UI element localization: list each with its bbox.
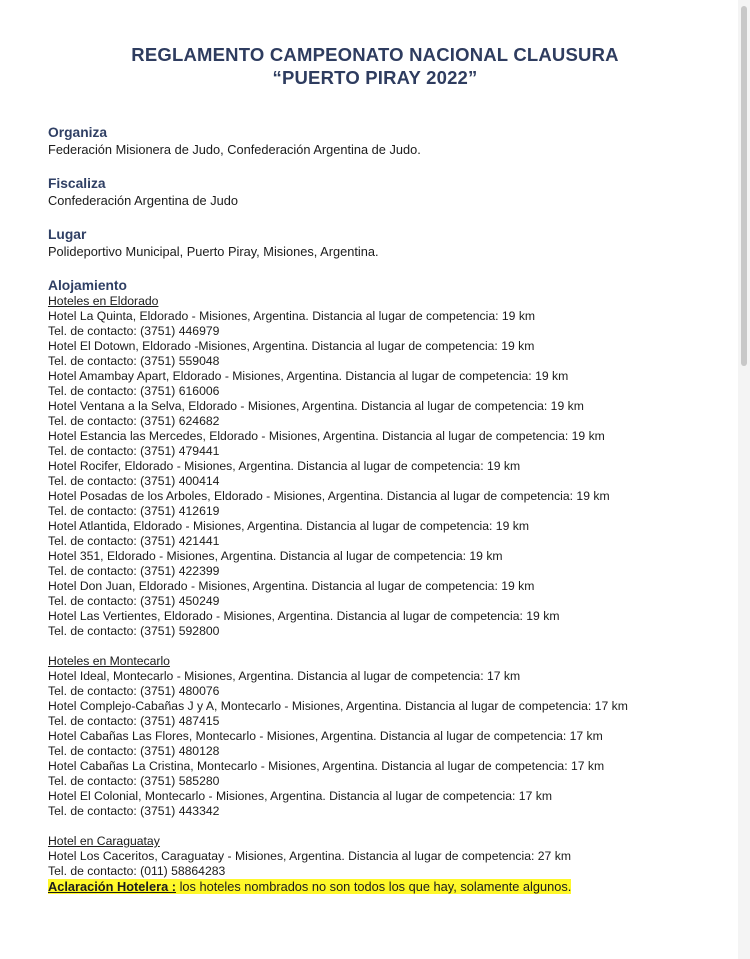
document-body	[48, 124, 728, 895]
hotel-entry: Hotel El Colonial, Montecarlo - Misiones, Argentina. Distancia al lugar de competencia: 17 km	[48, 789, 552, 803]
hotel-phone: Tel. de contacto: (3751) 585280	[48, 774, 220, 788]
hotel-entry: Hotel Las Vertientes, Eldorado - Misiones, Argentina. Distancia al lugar de competencia: 19 km	[48, 609, 560, 623]
hotel-entry: Hotel Cabañas La Cristina, Montecarlo - Misiones, Argentina. Distancia al lugar de competencia: 17 km	[48, 759, 605, 773]
lugar-text: Polideportivo Municipal, Puerto Piray, Misiones, Argentina.	[48, 244, 379, 259]
section-heading-fiscaliza: Fiscaliza	[48, 176, 106, 191]
hotel-group-title: Hoteles en Eldorado	[48, 294, 159, 308]
hotel-phone: Tel. de contacto: (3751) 450249	[48, 594, 220, 608]
hotel-phone: Tel. de contacto: (3751) 479441	[48, 444, 220, 458]
hotel-group-title: Hoteles en Montecarlo	[48, 654, 170, 668]
hotel-entry: Hotel Don Juan, Eldorado - Misiones, Argentina. Distancia al lugar de competencia: 19 km	[48, 579, 535, 593]
hotel-phone: Tel. de contacto: (011) 58864283	[48, 864, 226, 878]
scrollbar-thumb[interactable]	[741, 6, 747, 366]
hotel-group	[48, 834, 728, 879]
section-fiscaliza	[48, 175, 728, 209]
hotel-phone: Tel. de contacto: (3751) 480128	[48, 744, 220, 758]
hotel-phone: Tel. de contacto: (3751) 624682	[48, 414, 220, 428]
hotel-phone: Tel. de contacto: (3751) 400414	[48, 474, 220, 488]
hotel-phone: Tel. de contacto: (3751) 480076	[48, 684, 220, 698]
section-heading-alojamiento: Alojamiento	[48, 278, 127, 293]
hotel-phone: Tel. de contacto: (3751) 446979	[48, 324, 220, 338]
section-alojamiento	[48, 277, 728, 895]
hotel-entry: Hotel La Quinta, Eldorado - Misiones, Argentina. Distancia al lugar de competencia: 19 km	[48, 309, 536, 323]
fiscaliza-text: Confederación Argentina de Judo	[48, 193, 238, 208]
hotel-phone: Tel. de contacto: (3751) 559048	[48, 354, 220, 368]
organiza-text: Federación Misionera de Judo, Confederación Argentina de Judo.	[48, 142, 421, 157]
hotel-entry: Hotel Estancia las Mercedes, Eldorado - Misiones, Argentina. Distancia al lugar de competencia: 19 km	[48, 429, 605, 443]
hotel-entry: Hotel Los Caceritos, Caraguatay - Misiones, Argentina. Distancia al lugar de competencia: 27 km	[48, 849, 571, 863]
hotel-entry: Hotel El Dotown, Eldorado -Misiones, Argentina. Distancia al lugar de competencia: 19 km	[48, 339, 535, 353]
document-subtitle: “PUERTO PIRAY 2022”	[272, 67, 478, 88]
vertical-scrollbar[interactable]	[738, 0, 750, 959]
hotel-phone: Tel. de contacto: (3751) 421441	[48, 534, 220, 548]
section-heading-lugar: Lugar	[48, 227, 87, 242]
hotel-entry: Hotel Cabañas Las Flores, Montecarlo - Misiones, Argentina. Distancia al lugar de competencia: 17 km	[48, 729, 603, 743]
hotel-groups	[48, 294, 728, 879]
hotel-phone: Tel. de contacto: (3751) 412619	[48, 504, 220, 518]
hotel-note-label: Aclaración Hotelera :	[48, 879, 177, 894]
hotel-phone: Tel. de contacto: (3751) 422399	[48, 564, 220, 578]
hotel-group-title: Hotel en Caraguatay	[48, 834, 160, 848]
hotel-entry: Hotel Posadas de los Arboles, Eldorado - Misiones, Argentina. Distancia al lugar de competencia: 19 km	[48, 489, 610, 503]
section-lugar	[48, 226, 728, 260]
hotel-phone: Tel. de contacto: (3751) 487415	[48, 714, 220, 728]
hotel-phone: Tel. de contacto: (3751) 616006	[48, 384, 220, 398]
hotel-entry: Hotel Rocifer, Eldorado - Misiones, Argentina. Distancia al lugar de competencia: 19 km	[48, 459, 521, 473]
hotel-entry: Hotel 351, Eldorado - Misiones, Argentina. Distancia al lugar de competencia: 19 km	[48, 549, 503, 563]
hotel-note-text: los hoteles nombrados no son todos los que hay, solamente algunos.	[176, 879, 572, 894]
section-organiza	[48, 124, 728, 158]
hotel-group	[48, 294, 728, 639]
document-title: REGLAMENTO CAMPEONATO NACIONAL CLAUSURA	[131, 44, 619, 65]
hotel-group	[48, 654, 728, 819]
section-heading-organiza: Organiza	[48, 125, 108, 140]
hotel-phone: Tel. de contacto: (3751) 592800	[48, 624, 220, 638]
hotel-entry: Hotel Complejo-Cabañas J y A, Montecarlo - Misiones, Argentina. Distancia al lugar de competencia: 17 km	[48, 699, 628, 713]
hotel-entry: Hotel Ventana a la Selva, Eldorado - Misiones, Argentina. Distancia al lugar de competencia: 19 km	[48, 399, 584, 413]
hotel-note	[48, 879, 728, 895]
hotel-entry: Hotel Atlantida, Eldorado - Misiones, Argentina. Distancia al lugar de competencia: 19 km	[48, 519, 529, 533]
hotel-entry: Hotel Ideal, Montecarlo - Misiones, Argentina. Distancia al lugar de competencia: 17 km	[48, 669, 521, 683]
hotel-entry: Hotel Amambay Apart, Eldorado - Misiones, Argentina. Distancia al lugar de competencia: 19 km	[48, 369, 569, 383]
hotel-phone: Tel. de contacto: (3751) 443342	[48, 804, 220, 818]
